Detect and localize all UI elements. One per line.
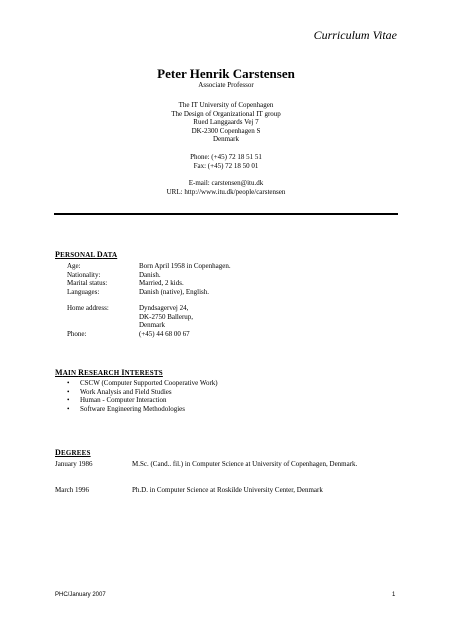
home-row: Denmark: [139, 321, 166, 330]
research-interests-list: [67, 379, 218, 413]
degree-text: M.Sc. (Cand.. fil.) in Computer Science at University of Copenhagen, Denmark.: [132, 460, 358, 468]
address-block: [0, 101, 452, 144]
degrees-heading: DEGREES: [55, 448, 91, 457]
document-title: Curriculum Vitae: [313, 28, 397, 42]
address-line: Rued Langgaards Vej 7: [193, 118, 259, 127]
bullet-icon: •: [67, 404, 70, 413]
degree-text: Ph.D. in Computer Science at Roskilde University Center, Denmark: [132, 486, 323, 494]
person-name: Peter Henrik Carstensen: [157, 66, 295, 81]
phone-line: Phone: (+45) 72 18 51 51: [190, 152, 262, 161]
home-row: DK-2750 Ballerup,: [139, 312, 194, 321]
email-link[interactable]: E-mail: carstensen@itu.dk: [188, 179, 264, 188]
address-line: The IT University of Copenhagen: [178, 101, 274, 109]
address-line: DK-2300 Copenhagen S: [191, 126, 261, 135]
research-interests-heading: MAIN RESEARCH INTERESTS: [55, 368, 163, 377]
personal-data-table: [67, 262, 231, 296]
home-row: Home address: Dyndsagervej 24,: [67, 304, 189, 312]
list-item: • CSCW (Computer Supported Cooperative Work): [67, 379, 218, 387]
bullet-icon: •: [67, 396, 70, 405]
personal-row: Marital status: Married, 2 kids.: [67, 279, 184, 288]
footer-left: PHC/January 2007: [55, 592, 106, 598]
bullet-icon: •: [67, 387, 70, 396]
contact-block: [0, 153, 452, 170]
list-item: • Human - Computer Interaction: [67, 396, 167, 405]
personal-row: Nationality: Danish.: [67, 270, 161, 279]
list-item: • Work Analysis and Field Studies: [67, 387, 172, 396]
header-block: [0, 66, 452, 196]
person-position: Associate Professor: [198, 81, 254, 89]
personal-data-heading: PERSONAL DATA: [55, 250, 118, 259]
personal-row: Languages: Danish (native), English.: [67, 287, 209, 296]
list-item: • Software Engineering Methodologies: [67, 404, 185, 413]
personal-row: Age: Born April 1958 in Copenhagen.: [67, 262, 231, 270]
address-line: Denmark: [212, 135, 240, 144]
web-block: [0, 179, 452, 196]
degree-row: [55, 460, 392, 469]
home-phone-row: Phone: (+45) 44 68 00 67: [67, 329, 190, 338]
home-address-table: [67, 304, 193, 338]
fax-line: Fax: (+45) 72 18 50 01: [193, 161, 259, 170]
degree-date: March 1996: [55, 486, 90, 494]
url-link[interactable]: URL: http://www.itu.dk/people/carstensen: [166, 187, 286, 196]
page-number: 1: [392, 592, 396, 598]
bullet-icon: •: [67, 379, 70, 387]
address-line: The Design of Organizational IT group: [171, 109, 281, 118]
degree-row: [55, 486, 392, 495]
degree-date: January 1986: [55, 460, 93, 468]
header-divider: [54, 213, 398, 215]
